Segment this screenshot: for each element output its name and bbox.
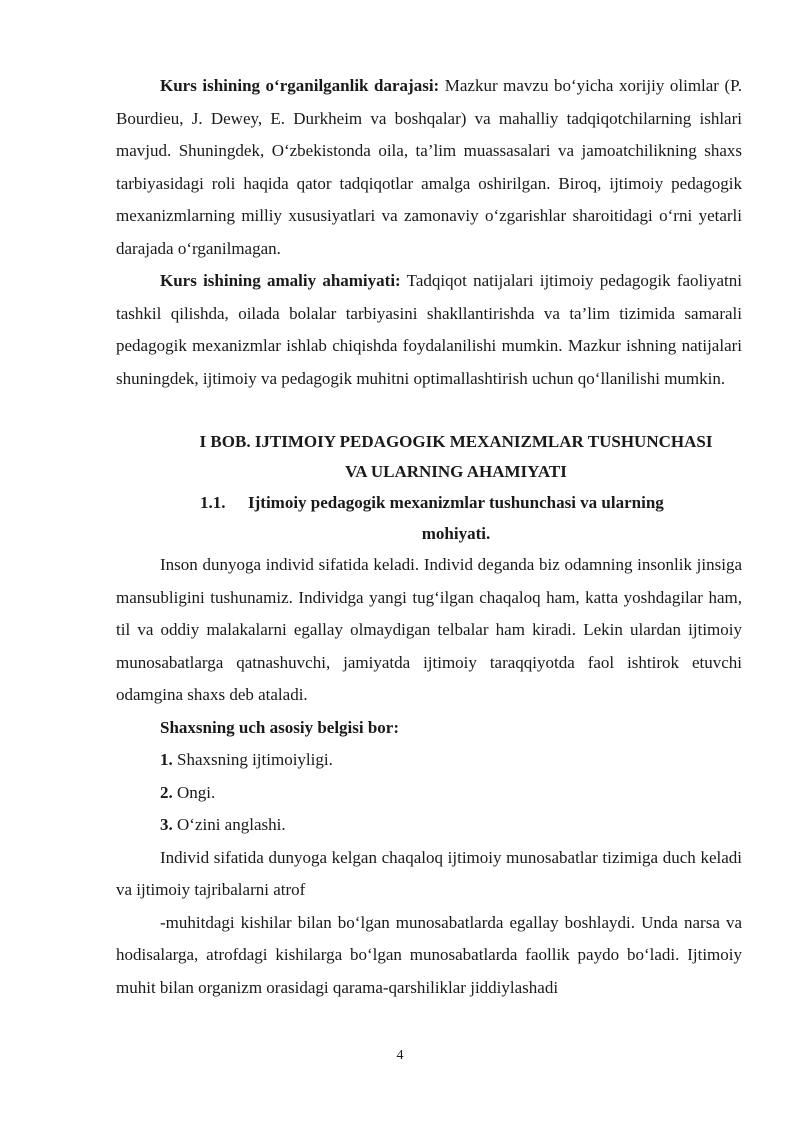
environment-paragraph: -muhitdagi kishilar bilan bo‘lgan munosabatlarda egallay boshlaydi. Unda narsa va hodisalarga, atrofdagi kishilarga bo‘lgan munosabatlarda faollik paydo bo‘ladi. Ijtimoiy muhit bilan organizm orasidagi qarama-qarshiliklar jiddiylashadi — [116, 912, 742, 997]
research-degree-text: Mazkur mavzu bo‘yicha xorijiy olimlar (P. Bourdieu, J. Dewey, E. Durkheim va boshqalar) va mahalliy tadqiqotchilarning ishlari mavjud. Shuningdek, O‘zbekistonda oila, ta’lim muassasalari va jamoatchilikning shaxs tarbiyasidagi roli haqida qator tadqiqotlar amalga oshirilgan. Biroq, ijtimoiy pedagogik mexanizmlarning milliy xususiyatlari va zamonaviy o‘zgarishlar sharoitidagi o‘rni yetarli darajada o‘rganilmagan. — [116, 76, 742, 258]
signs-list-number: 2. — [160, 782, 173, 802]
signs-heading: Shaxsning uch asosiy belgisi bor: — [160, 717, 400, 737]
document-page — [116, 70, 742, 1004]
page-number: 4 — [396, 1048, 404, 1063]
section-title — [116, 487, 742, 549]
signs-list-text: O‘zini anglashi. — [172, 815, 286, 834]
individual-paragraph: Inson dunyoga individ sifatida keladi. Individ deganda biz odamning insonlik jinsiga mansubligini tushunamiz. Individga yangi tug‘ilgan chaqaloq ham, katta yoshdagilar ham, til va oddiy malakalarni egallay olmaydigan telbalar ham kiradi. Lekin ulardan ijtimoiy munosabatlarga qatnashuvchi, jamiyatda ijtimoiy taraqqiyotda faol ishtirok etuvchi odamgina shaxs deb ataladi. — [116, 555, 742, 704]
signs-list-number: 3. — [160, 815, 173, 834]
section-title-text: Ijtimoiy pedagogik mexanizmlar tushunchasi va ularning — [248, 493, 664, 512]
practical-significance-paragraph — [116, 265, 742, 395]
chapter-title-line-1: I BOB. IJTIMOIY PEDAGOGIK MEXANIZMLAR TUSHUNCHASI — [199, 432, 713, 451]
signs-list-number: 1. — [160, 750, 173, 769]
practical-significance-heading: Kurs ishining amaliy ahamiyati: — [160, 271, 401, 290]
signs-list-item — [116, 744, 742, 777]
research-degree-heading: Kurs ishining o‘rganilganlik darajasi: — [160, 76, 440, 95]
signs-list-text: Shaxsning ijtimoiyligi. — [172, 750, 333, 769]
signs-list-text: Ongi. — [172, 782, 216, 802]
section-title-line-2: mohiyati. — [421, 524, 491, 543]
section-number: 1.1. — [200, 493, 226, 512]
research-degree-paragraph — [116, 70, 742, 265]
section-title-line-1 — [116, 487, 742, 518]
signs-list-item — [116, 777, 742, 810]
chapter-title-line-2: VA ULARNING AHAMIYATI — [345, 462, 567, 481]
signs-list-item — [116, 809, 742, 842]
spacer — [116, 395, 742, 427]
newborn-paragraph: Individ sifatida dunyoga kelgan chaqaloq ijtimoiy munosabatlar tizimiga duch keladi va ijtimoiy tajribalarni atrof — [116, 847, 742, 899]
practical-significance-text: Tadqiqot natijalari ijtimoiy pedagogik faoliyatni tashkil qilishda, oilada bolalar tarbiyasini shakllantirishda va ta’lim tizimida samarali pedagogik mexanizmlar ishlab chiqishda foydalanilishi mumkin. Mazkur ishning natijalari shuningdek, ijtimoiy va pedagogik muhitni optimallashtirish uchun qo‘llanilishi mumkin. — [116, 271, 742, 388]
